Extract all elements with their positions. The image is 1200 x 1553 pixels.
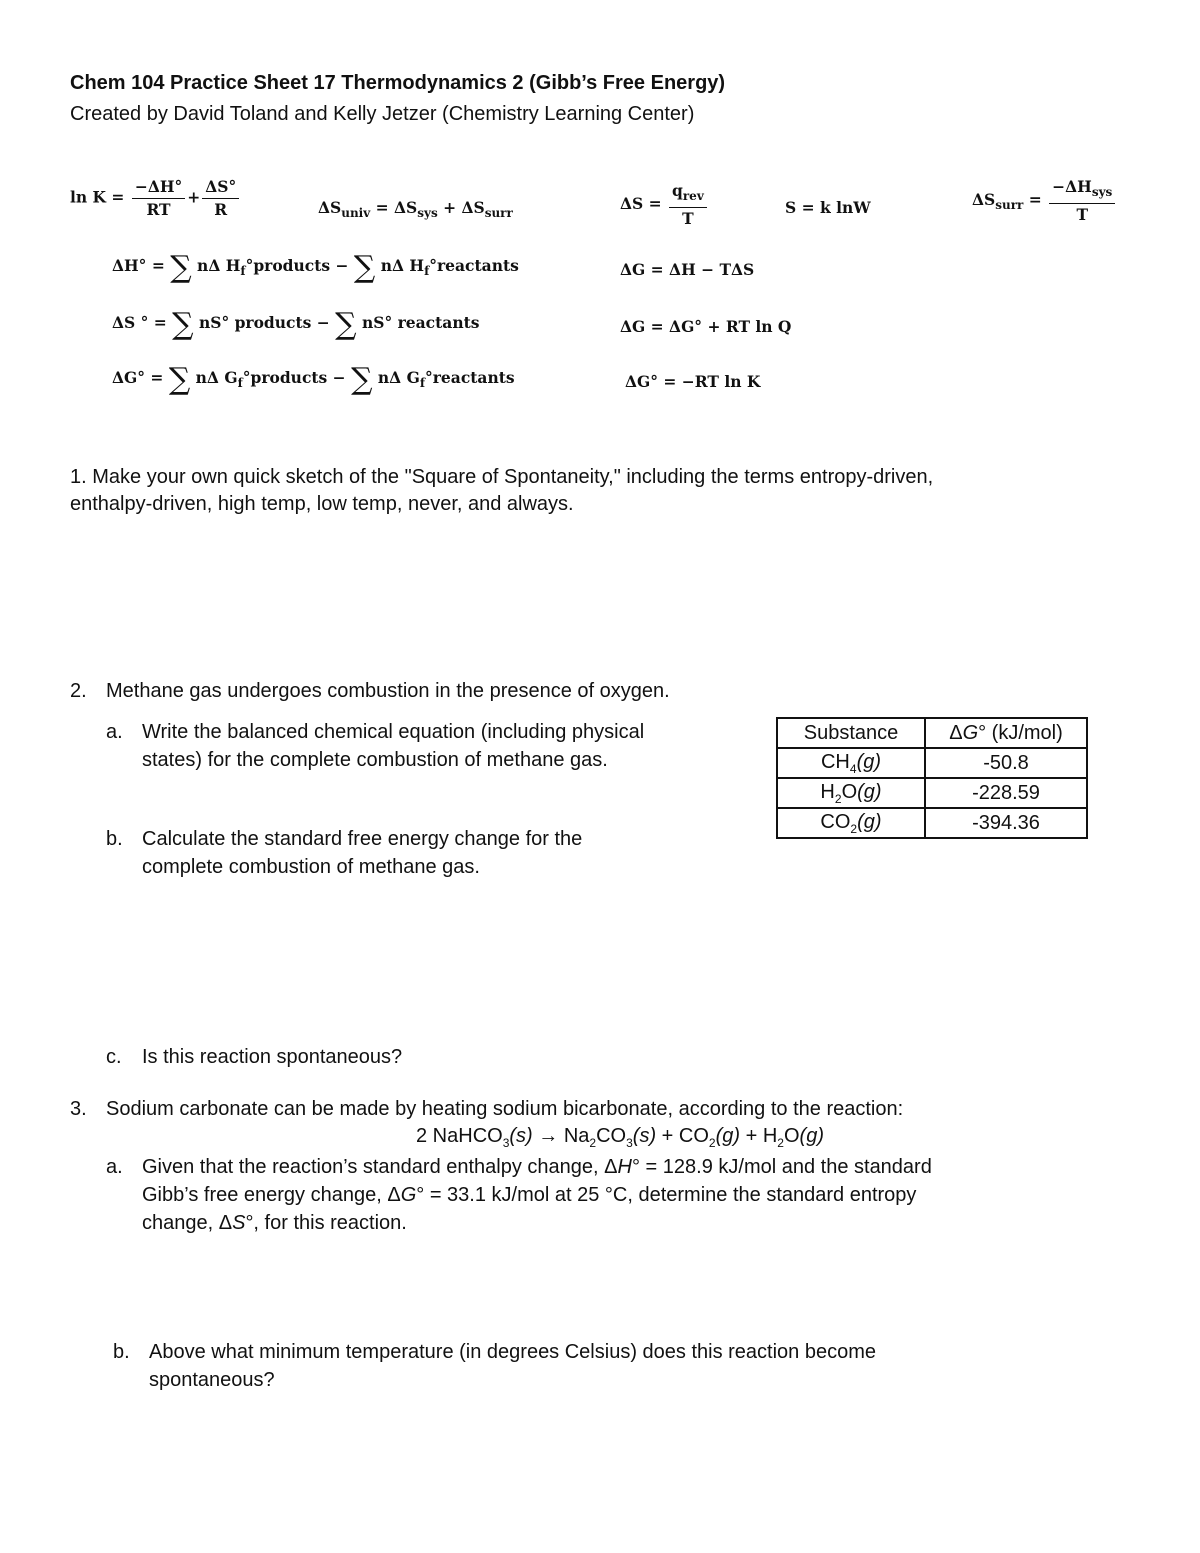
formula-part: CO	[820, 810, 851, 833]
eq-subscript: sys	[1091, 185, 1113, 200]
physical-state: (g)	[856, 750, 882, 773]
eq-term: q	[672, 181, 683, 200]
eq-subscript: f	[419, 376, 426, 391]
question-2b-line: complete combustion of methane gas.	[142, 856, 480, 878]
fraction-num: −ΔH°	[132, 178, 185, 199]
fraction-den: T	[1076, 205, 1088, 225]
eq-term: = ΔS	[370, 198, 418, 217]
equation-ds-qrev	[620, 182, 709, 228]
eq-lhs: ΔS ° =	[112, 313, 167, 332]
formula-subscript: 3	[626, 1136, 633, 1150]
page-title: Chem 104 Practice Sheet 17 Thermodynamics 2 (Gibb’s Free Energy)	[70, 72, 726, 94]
question-2c-text: Is this reaction spontaneous?	[142, 1046, 403, 1068]
formula-subscript: 3	[502, 1136, 510, 1150]
variable-g: G	[400, 1184, 417, 1206]
header-units: ° (kJ/mol)	[978, 721, 1063, 744]
question-2-number: 2.	[70, 680, 87, 702]
formula-part: CO	[596, 1125, 627, 1147]
formula-subscript: 2	[850, 821, 858, 836]
eq-term: =	[1023, 190, 1042, 210]
question-3b-line: Above what minimum temperature (in degrees Celsius) does this reaction become	[149, 1341, 877, 1363]
sigma-icon: ∑	[335, 307, 357, 342]
reaction-equation	[0, 1123, 1200, 1157]
table-row	[777, 778, 1087, 808]
eq-subscript: surr	[995, 198, 1024, 213]
eq-lhs: ΔH° =	[112, 256, 165, 275]
question-3a-label: a.	[106, 1156, 123, 1178]
question-2a-label: a.	[106, 721, 123, 743]
physical-state: (g)	[857, 810, 882, 833]
physical-state: (s)	[509, 1125, 533, 1147]
substance-cell	[777, 748, 925, 778]
eq-subscript: rev	[682, 189, 704, 204]
question-3b-text	[149, 1338, 876, 1394]
question-2b-label: b.	[106, 828, 123, 850]
eq-term: reactants	[432, 368, 515, 387]
delta-symbol: Δ	[949, 721, 963, 744]
equation-lnk	[70, 178, 241, 219]
reaction-arrow: → Na	[532, 1125, 590, 1147]
eq-term: + ΔS	[437, 198, 485, 217]
text-run: change, Δ	[142, 1212, 233, 1234]
eq-term: reactants	[436, 256, 519, 275]
text-run: °, for this reaction.	[245, 1212, 407, 1234]
reaction-inner	[416, 1125, 824, 1150]
fraction-den: R	[214, 200, 228, 219]
eq-subscript: f	[424, 264, 430, 279]
physical-state: (s)	[632, 1125, 657, 1147]
formula-subscript: 4	[849, 761, 857, 776]
question-2a-text	[142, 718, 644, 774]
fraction-num: ΔS°	[202, 178, 239, 199]
plus-sign: +	[187, 187, 201, 207]
fraction-dh-rt	[132, 178, 185, 219]
equation-dg-rtlnk: ΔG° = −RT ln K	[625, 372, 761, 391]
eq-term: −ΔH	[1052, 177, 1092, 196]
fraction-hsys-t	[1049, 178, 1115, 224]
eq-subscript: f	[237, 376, 243, 391]
formula-subscript: 2	[708, 1136, 716, 1150]
physical-state: (g)	[799, 1125, 824, 1147]
eq-subscript: f	[240, 264, 246, 279]
question-3b-line: spontaneous?	[149, 1369, 275, 1391]
eq-term: nS° reactants	[362, 313, 480, 332]
eq-term: nS° products −	[198, 313, 330, 332]
fraction-qrev-t	[669, 182, 707, 228]
variable-g: G	[962, 721, 979, 744]
substance-cell	[777, 778, 925, 808]
author-credit: Created by David Toland and Kelly Jetzer (Chemistry Learning Center)	[70, 103, 695, 125]
question-1-line-1: 1. Make your own quick sketch of the "Square of Spontaneity," including the terms entropy-driven,	[70, 466, 934, 488]
physical-state: (g)	[715, 1125, 741, 1147]
eq-term: nΔ H	[197, 256, 241, 275]
fraction-num	[669, 182, 707, 208]
header-substance: Substance	[777, 718, 925, 748]
equation-dg-dh-tds: ΔG = ΔH − TΔS	[620, 260, 755, 279]
substance-cell	[777, 808, 925, 838]
equation-s-surr	[972, 178, 1117, 224]
sigma-icon: ∑	[170, 250, 192, 285]
formula-part: + CO	[656, 1125, 709, 1147]
formula-part: CH	[820, 750, 850, 773]
eq-lhs: ΔG° =	[112, 368, 164, 387]
table-header-row	[777, 718, 1087, 748]
degree-mark: °	[429, 256, 437, 275]
eq-term: ΔS	[318, 198, 342, 217]
eq-term: products −	[253, 256, 349, 275]
text-run: ° = 33.1 kJ/mol at 25 °C, determine the standard entropy	[416, 1184, 917, 1206]
text-run: Given that the reaction’s standard enthalpy change, Δ	[142, 1156, 618, 1178]
formula-subscript: 2	[589, 1136, 597, 1150]
question-2a-line: states) for the complete combustion of methane gas.	[142, 749, 608, 771]
eq-subscript: sys	[417, 206, 438, 221]
eq-term: products −	[250, 368, 346, 387]
question-3b-label: b.	[113, 1341, 130, 1363]
question-2c-label: c.	[106, 1046, 122, 1068]
fraction-num	[1049, 178, 1115, 204]
eq-term: nΔ G	[377, 368, 420, 387]
question-3a-line	[142, 1209, 932, 1237]
sigma-icon: ∑	[351, 362, 373, 397]
degree-mark: °	[425, 368, 433, 387]
question-2b-line: Calculate the standard free energy change for the	[142, 828, 583, 850]
question-3-text: Sodium carbonate can be made by heating sodium bicarbonate, according to the reaction:	[106, 1098, 904, 1120]
eq-term: nΔ G	[195, 368, 238, 387]
degree-mark: °	[245, 256, 254, 275]
question-3a-text	[142, 1153, 932, 1237]
eq-term: nΔ H	[380, 256, 425, 275]
equation-boltzmann: S = k lnW	[785, 198, 871, 217]
table-row	[777, 808, 1087, 838]
eq-subscript: univ	[341, 206, 371, 221]
sigma-icon: ∑	[353, 250, 376, 285]
formula-part: H	[820, 780, 835, 803]
header-dg	[925, 718, 1087, 748]
equation-s-univ	[318, 198, 513, 220]
table-row	[777, 748, 1087, 778]
value-cell: -394.36	[925, 808, 1087, 838]
question-3a-line	[142, 1181, 932, 1209]
question-3-number: 3.	[70, 1098, 87, 1120]
equation-ds-sum	[112, 307, 480, 342]
degree-mark: °	[242, 368, 251, 387]
eq-subscript: surr	[484, 206, 513, 221]
question-2-text: Methane gas undergoes combustion in the presence of oxygen.	[106, 680, 670, 702]
fraction-den: T	[682, 209, 694, 229]
equation-dh-sum	[112, 250, 519, 285]
text-run: ° = 128.9 kJ/mol and the standard	[631, 1156, 932, 1178]
formula-subscript: 2	[834, 791, 842, 806]
question-2b-text	[142, 825, 582, 881]
formula-subscript: 2	[777, 1136, 784, 1150]
question-1-line-2: enthalpy-driven, high temp, low temp, never, and always.	[70, 493, 574, 515]
fraction-den: RT	[146, 200, 171, 219]
eq-lhs: ΔS	[972, 190, 996, 210]
text-run: Gibb’s free energy change, Δ	[142, 1184, 401, 1206]
equation-dg-rtlnq: ΔG = ΔG° + RT ln Q	[620, 317, 792, 336]
value-cell: -228.59	[925, 778, 1087, 808]
formula-part: O	[783, 1125, 800, 1147]
sigma-icon: ∑	[172, 307, 194, 342]
equation-dg-sum	[112, 362, 515, 397]
eq-lhs: ΔS =	[620, 194, 662, 214]
sigma-icon: ∑	[168, 362, 191, 397]
question-2a-line: Write the balanced chemical equation (including physical	[142, 721, 645, 743]
formula-part: 2 NaHCO	[416, 1125, 503, 1147]
fraction-ds-r	[202, 178, 239, 219]
value-cell: -50.8	[925, 748, 1087, 778]
lnk-lhs: ln K =	[70, 187, 125, 207]
free-energy-table	[776, 717, 1088, 839]
variable-h: H	[617, 1156, 632, 1178]
formula-part: + H	[740, 1125, 778, 1147]
physical-state: (g)	[857, 780, 882, 803]
formula-part: O	[841, 780, 858, 803]
variable-s: S	[232, 1212, 246, 1234]
question-3a-line	[142, 1153, 932, 1181]
